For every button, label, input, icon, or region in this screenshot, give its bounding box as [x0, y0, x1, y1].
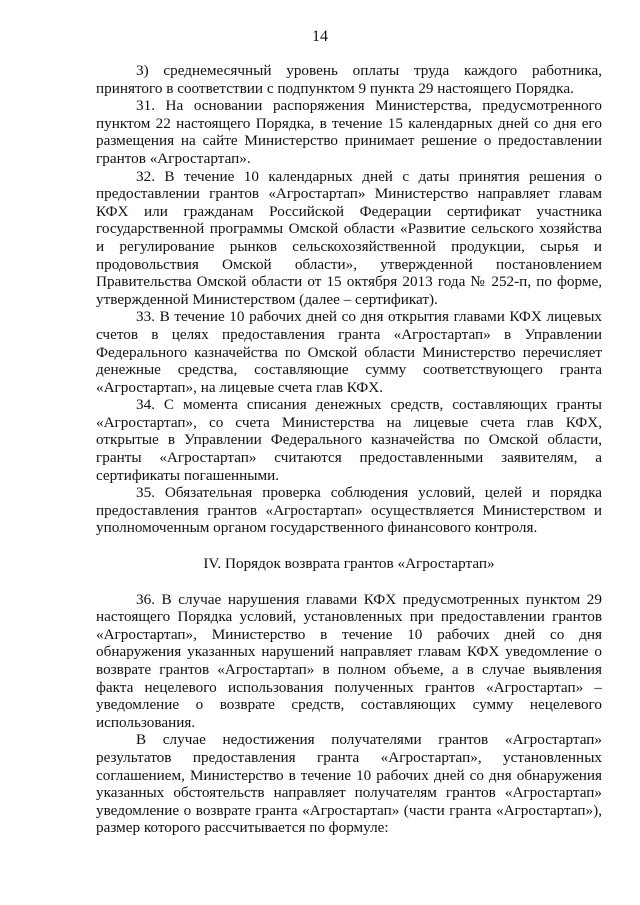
paragraph-34: 34. С момента списания денежных средств, составляющих гранты «Агростартап», со счета Министерства на лицевые счета глав КФХ, открытые в Управлении Федерального казначейства по Омской области, гранты «Агростартап» считаются предоставленными заявителям, а сертификаты погашенными. [96, 396, 602, 484]
spacer [96, 537, 602, 555]
paragraph-item-3: 3) среднемесячный уровень оплаты труда каждого работника, принятого в соответствии с подпунктом 9 пункта 29 настоящего Порядка. [96, 62, 602, 97]
paragraph-35: 35. Обязательная проверка соблюдения условий, целей и порядка предоставления грантов «Агростартап» осуществляется Министерством и уполномоченным органом государственного финансового контроля. [96, 484, 602, 537]
spacer [96, 573, 602, 591]
paragraph-31: 31. На основании распоряжения Министерства, предусмотренного пунктом 22 настоящего Порядка, в течение 15 календарных дней со дня его размещения на сайте Министерство принимает решение о предоставлении грантов «Агростартап». [96, 97, 602, 167]
paragraph-36-continuation: В случае недостижения получателями грантов «Агростартап» результатов предоставления гранта «Агростартап», установленных соглашением, Министерство в течение 10 рабочих дней со дня обнаружения указанных обстоятельств направляет получателям грантов «Агростартап» уведомление о возврате гранта «Агростартап» (части гранта «Агростартап»), размер которого рассчитывается по формуле: [96, 731, 602, 837]
paragraph-32: 32. В течение 10 календарных дней с даты принятия решения о предоставлении грантов «Агростартап» Министерство направляет главам КФХ или гражданам Российской Федерации сертификат участника государственной программы Омской области «Развитие сельского хозяйства и регулирование рынков сельскохозяйственной продукции, сырья и продовольствия Омской области», утвержденной постановлением Правительства Омской области от 15 октября 2013 года № 252-п, по форме, утвержденной Министерством (далее – сертификат). [96, 167, 602, 308]
document-body [96, 62, 602, 837]
page-number: 14 [312, 28, 328, 45]
section-heading: IV. Порядок возврата грантов «Агростартап» [203, 555, 495, 573]
paragraph-36: 36. В случае нарушения главами КФХ предусмотренных пунктом 29 настоящего Порядка условий, установленных при предоставлении грантов «Агростартап», Министерство в течение 10 рабочих дней со дня обнаружения указанных нарушений направляет главам КФХ уведомление о возврате грантов «Агростартап» в полном объеме, а в случае выявления факта нецелевого использования полученных грантов «Агростартап» – уведомление о возврате средств, составляющих сумму нецелевого использования. [96, 590, 602, 731]
paragraph-33: 33. В течение 10 рабочих дней со дня открытия главами КФХ лицевых счетов в целях предоставления гранта «Агростартап» в Управлении Федерального казначейства по Омской области Министерство перечисляет денежные средства, составляющие сумму соответствующего гранта «Агростартап», на лицевые счета глав КФХ. [96, 308, 602, 396]
